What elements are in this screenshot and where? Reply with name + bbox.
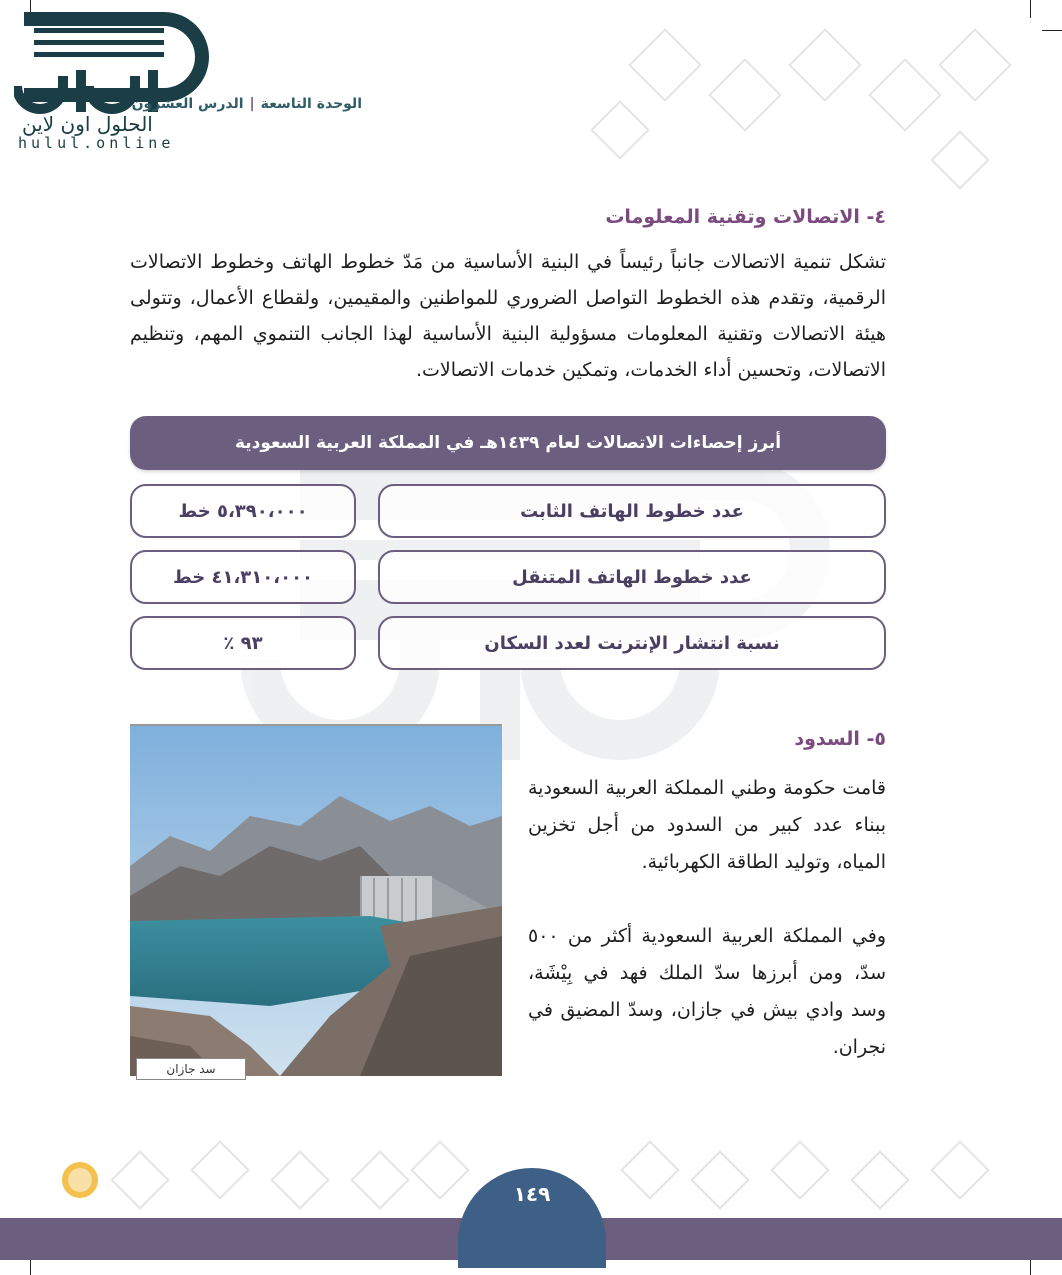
dam-photo-caption: سد جازان [136, 1058, 246, 1080]
stats-table-header [130, 416, 886, 470]
page-number-badge [458, 1168, 606, 1268]
logo-tagline-ar: الحلول اون لاين [22, 112, 153, 136]
section-4-title: ٤- الاتصالات وتقنية المعلومات [605, 206, 886, 228]
stat-label-fixed-lines: عدد خطوط الهاتف الثابت [378, 484, 886, 538]
page-number: ١٤٩ [513, 1182, 551, 1206]
breadcrumb-lesson: الدرس العشرون [131, 96, 244, 112]
stat-label-mobile-lines: عدد خطوط الهاتف المتنقل [378, 550, 886, 604]
breadcrumb-separator: | [249, 96, 255, 112]
stat-value-internet-penetration: ٩٣ ٪ [130, 616, 356, 670]
dam-photo [130, 724, 502, 1076]
breadcrumb-unit: الوحدة التاسعة [260, 96, 362, 112]
stats-table-title: أبرز إحصاءات الاتصالات لعام ١٤٣٩هـ في المملكة العربية السعودية [234, 433, 782, 453]
crop-mark [1030, 0, 1031, 18]
section-5-title: ٥- السدود [794, 728, 886, 750]
breadcrumb [132, 96, 362, 112]
decorative-coin-icon [60, 1160, 100, 1200]
logo-tagline-latin: hulul.online [18, 134, 175, 152]
dam-landscape-image [130, 726, 502, 1076]
stat-label-internet-penetration: نسبة انتشار الإنترنت لعدد السكان [378, 616, 886, 670]
stat-value-fixed-lines: ٥،٣٩٠،٠٠٠ خط [130, 484, 356, 538]
section-4-paragraph: تشكل تنمية الاتصالات جانباً رئيساً في البنية الأساسية من مَدّ خطوط الهاتف وخطوط الاتصالات الرقمية، وتقدم هذه الخطوط التواصل الضروري للمواطنين والمقيمين، ولقطاع الأعمال، وتتولى هيئة الاتصالات وتقنية المعلومات مسؤولية البنية الأساسية لهذا الجانب التنموي المهم، وتنظيم الاتصالات، وتحسين أداء الخدمات، وتمكين خدمات الاتصالات. [130, 251, 886, 381]
stat-value-mobile-lines: ٤١،٣١٠،٠٠٠ خط [130, 550, 356, 604]
section-5-paragraph-1: قامت حكومة وطني المملكة العربية السعودية ببناء عدد كبير من السدود من أجل تخزين المياه، وتوليد الطاقة الكهربائية. [528, 777, 886, 873]
section-5-paragraph-2: وفي المملكة العربية السعودية أكثر من ٥٠٠ سدّ، ومن أبرزها سدّ الملك فهد في بِيْشَة، وسد وادي بيش في جازان، وسدّ المضيق في نجران. [528, 925, 886, 1058]
crop-mark [1042, 30, 1062, 31]
